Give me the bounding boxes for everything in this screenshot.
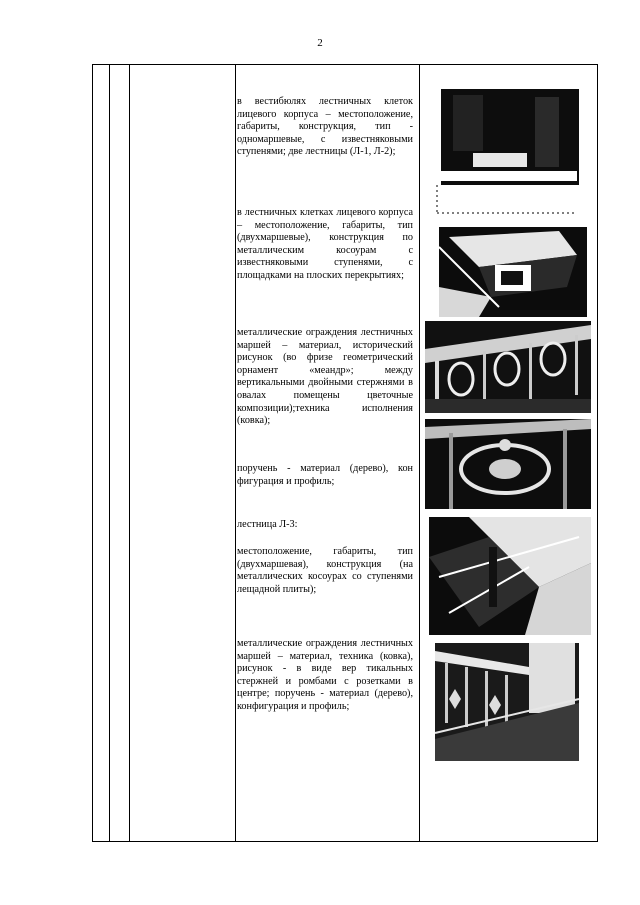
- column-divider: [235, 65, 236, 841]
- column-divider: [419, 65, 420, 841]
- column-divider: [109, 65, 110, 841]
- page-number: 2: [317, 37, 323, 49]
- photo-stair-l3: [429, 517, 591, 635]
- column-divider: [129, 65, 130, 841]
- photo-meander-railing: [425, 321, 591, 413]
- paragraph-handrail: поручень - материал (дерево), кон фигурация и профиль;: [237, 463, 413, 487]
- paragraph-stair-l3-railings: металлические ограждения лестничных маршей – материал, техника (ковка), рисунок - в виде вер тикальных стержней и ромбами с розетками в центре; поручень - материал (дерево), конфигурация и профиль;: [237, 638, 413, 712]
- table: [92, 64, 598, 842]
- paragraph-stair-l3-heading: лестница Л-3:: [237, 519, 298, 530]
- photo-stairwell: [439, 227, 587, 317]
- photo-railing-detail: [425, 419, 591, 509]
- paragraph-stairwells: в лестничных клетках лицевого корпуса – местоположение, габариты, тип (двухмаршевые), конструкция по металлическим косоурам с известняковыми ступенями, с площадками на плоских перекрытиях;: [237, 207, 413, 281]
- photo-stair-l3-railing: [429, 643, 581, 767]
- paragraph-vestibule-stairs: в вестибюлях лестничных клеток лицевого корпуса – местоположение, габариты, конструкция, тип - одномаршевые, с известняковыми ступенями; две лестницы (Л-1, Л-2);: [237, 96, 413, 158]
- paragraph-railings: металлические ограждения лестничных маршей – материал, исторический рисунок (во фризе геометрический орнамент «меандр»; между вертикальными двойными стержнями в овалах помещены цветочные композиции);техника исполнения (ковка);: [237, 327, 413, 427]
- photo-vestibule-stair: [433, 89, 581, 217]
- paragraph-stair-l3: местоположение, габариты, тип (двухмаршевая), конструкция (на металлических косоурах со ступенями лещадной плиты);: [237, 546, 413, 595]
